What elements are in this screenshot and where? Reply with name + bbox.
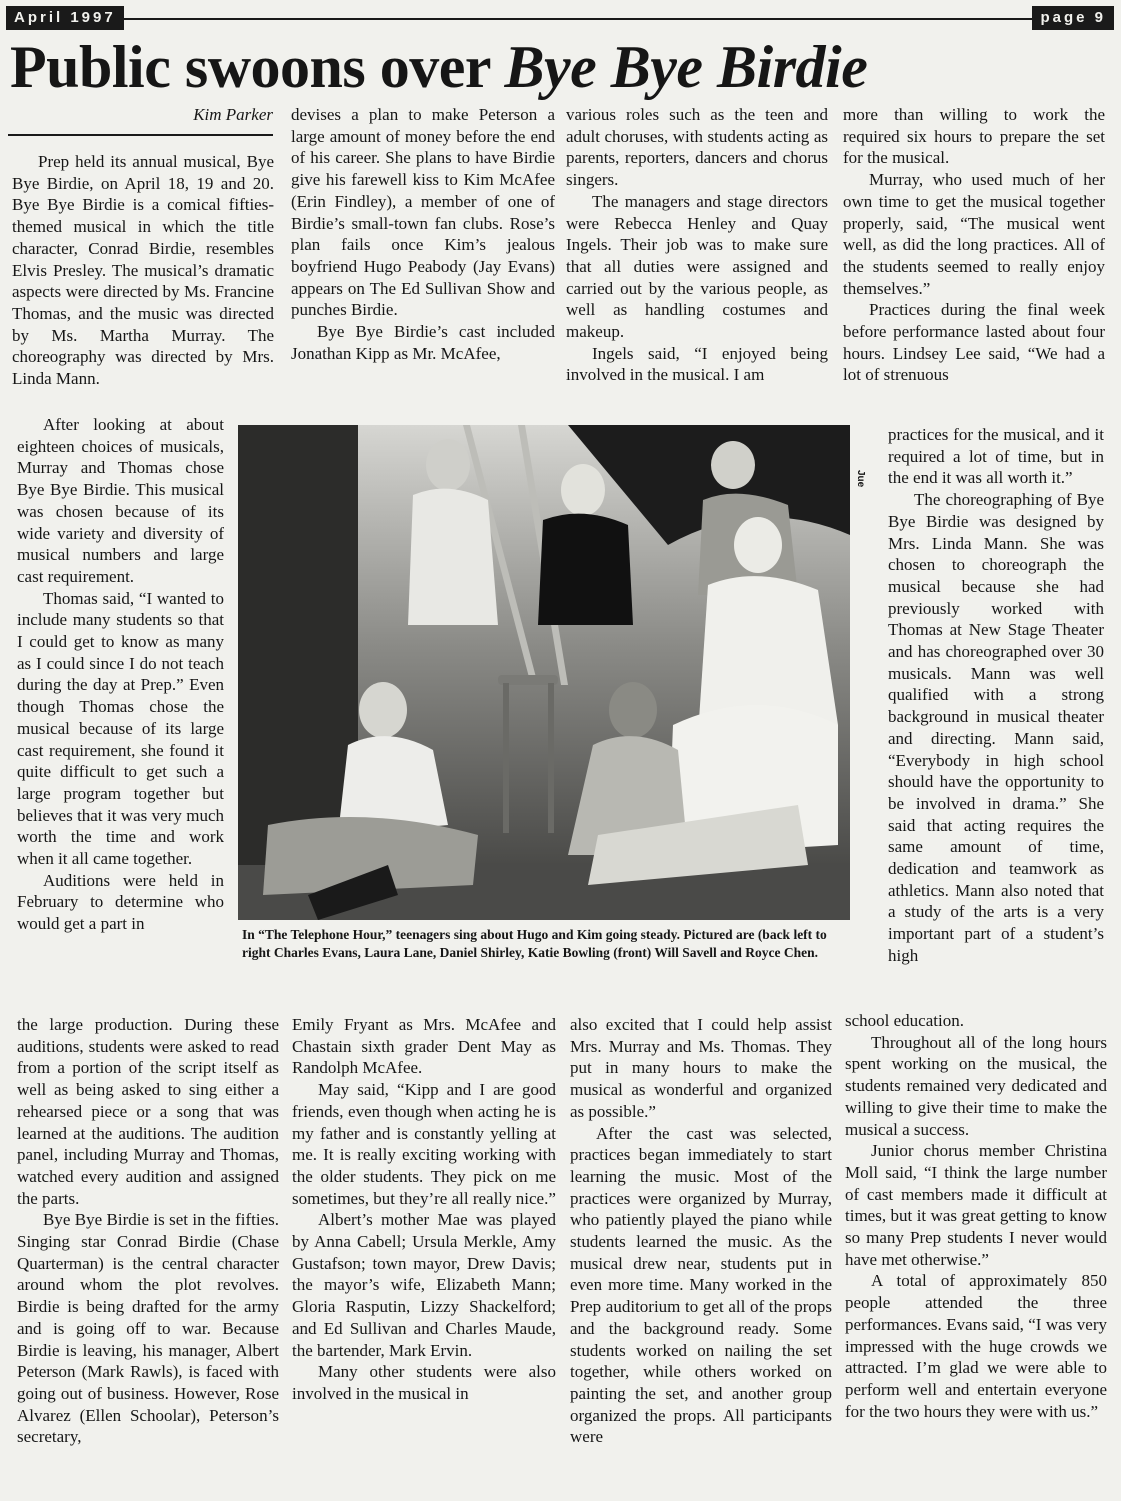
paragraph: Ingels said, “I enjoyed being involved in the musical. I am <box>566 343 828 385</box>
issue-date: April 1997 <box>6 6 124 30</box>
paragraph: The choreographing of Bye Bye Birdie was designed by Mrs. Linda Mann. She was chosen to choreograph the musical because she had previously worked with Thomas at New Stage Theater and has choreographed over 30 musicals. Mann was well qualified with a strong background in musical theater and directing. Mann said, “Everybody in high school should have the opportunity to be involved in drama.” She said that acting requires the same amount of time, dedication and teamwork as athletics. Mann also noted that a study of the arts is a very important part of a student’s high <box>888 490 1104 965</box>
column-3-top <box>566 104 828 412</box>
column-4-bottom <box>845 1010 1107 1494</box>
paragraph: Junior chorus member Christina Moll said, “I think the large number of cast members made it difficult at times, but it was great getting to know so many Prep students I never would have met otherwise.” <box>845 1141 1107 1269</box>
headline <box>10 34 1110 100</box>
paragraph: Auditions were held in February to determine who would get a part in <box>17 870 224 934</box>
paragraph: Murray, who used much of her own time to get the musical together properly, said, “The musical went well, as did the long practices. All of the students seemed to really enjoy themselves.” <box>843 170 1105 298</box>
paragraph: Thomas said, “I wanted to include many students so that I could get to know as many as I could since I do not teach during the day at Prep.” Even though Thomas chose the musical because of its large cast requirement, she found it quite difficult to get such a large program together but believes that it was very much worth the time and work when it all came together. <box>17 588 224 869</box>
column-1-top <box>12 151 274 411</box>
paragraph: A total of approximately 850 people attended the three performances. Evans said, “I was very impressed with the huge crowds we attracted. I’m glad we were able to perform well and entertain everyone for the two hours they were with us.” <box>845 1271 1107 1421</box>
column-4-narrow <box>888 424 1104 1010</box>
cast-photo <box>238 425 850 920</box>
paragraph: Throughout all of the long hours spent working on the musical, the students remained very dedicated and willing to give their time to make the musical a success. <box>845 1032 1107 1139</box>
column-1-narrow <box>17 414 224 1012</box>
cast-photo-illustration <box>238 425 850 920</box>
paragraph: also excited that I could help assist Mrs. Murray and Ms. Thomas. They put in many hours to make the musical as wonderful and organized as possible.” <box>570 1015 832 1121</box>
column-1-bottom <box>17 1014 279 1494</box>
paragraph: After looking at about eighteen choices of musicals, Murray and Thomas chose Bye Bye Birdie. This musical was chosen because of its wide variety and diversity of musical numbers and large cast requirement. <box>17 415 224 586</box>
paragraph: Albert’s mother Mae was played by Anna Cabell; Ursula Merkle, Amy Gustafson; town mayor, Drew Davis; the mayor’s wife, Elizabeth Mann; Gloria Rasputin, Lizzy Shackelford; and Ed Sullivan and Charles Maude, the bartender, Mark Ervin. <box>292 1210 556 1360</box>
byline: Kim Parker <box>193 105 273 124</box>
headline-plain: Public swoons over <box>10 34 490 100</box>
paragraph: May said, “Kipp and I are good friends, even though when acting he is my father and is constantly yelling at me. It is really exciting working with the older students. They pick on me sometimes, but they’re all really nice.” <box>292 1080 556 1208</box>
column-3-bottom <box>570 1014 832 1494</box>
paragraph: After the cast was selected, practices began immediately to start learning the music. Most of the practices were organized by Murray, who patiently played the piano while students learned the music. As the musical drew near, students put in even more time. Many worked in the Prep auditorium to get all of the props and the background ready. Some students worked on nailing the set together, while others worked on painting the set, and another group organized the props. All participants were <box>570 1123 832 1447</box>
paragraph: Practices during the final week before performance lasted about four hours. Lindsey Lee said, “We had a lot of strenuous <box>843 300 1105 385</box>
column-4-top <box>843 104 1105 422</box>
page-header <box>6 6 1114 30</box>
paragraph: school education. <box>845 1011 964 1030</box>
paragraph: more than willing to work the required six hours to prepare the set for the musical. <box>843 105 1105 168</box>
byline-rule <box>8 134 273 136</box>
paragraph: Bye Bye Birdie’s cast included Jonathan Kipp as Mr. McAfee, <box>291 322 555 363</box>
column-2-top <box>291 104 555 412</box>
paragraph: various roles such as the teen and adult choruses, with students acting as parents, reporters, dancers and chorus singers. <box>566 105 828 190</box>
paragraph: The managers and stage directors were Rebecca Henley and Quay Ingels. Their job was to make sure that all duties were assigned and carried out by the various people, as well as handling costumes and makeup. <box>566 191 828 342</box>
paragraph: Many other students were also involved in the musical in <box>292 1362 556 1403</box>
photo-caption: In “The Telephone Hour,” teenagers sing about Hugo and Kim going steady. Pictured are (back left to right Charles Evans, Laura Lane, Daniel Shirley, Katie Bowling (front) Will Savell and Royce Chen. <box>242 927 827 960</box>
header-rule <box>6 18 1114 20</box>
page-number: page 9 <box>1032 6 1114 30</box>
paragraph: Prep held its annual musical, Bye Bye Birdie, on April 18, 19 and 20. Bye Bye Birdie is a comical fifties-themed musical in which the title character, Conrad Birdie, resembles Elvis Presley. The musical’s dramatic aspects were directed by Ms. Francine Thomas, and the music was directed by Ms. Martha Murray. The choreography was directed by Mrs. Linda Mann. <box>12 152 274 389</box>
paragraph: practices for the musical, and it required a lot of time, but in the end it was all worth it.” <box>888 425 1104 488</box>
paragraph: Bye Bye Birdie is set in the fifties. Singing star Conrad Birdie (Chase Quarterman) is the central character around whom the plot revolves. Birdie is being drafted for the army and is going off to war. Because Birdie is leaving, his manager, Albert Peterson (Mark Rawls), is faced with going out of business. However, Rose Alvarez (Ellen Schoolar), Peterson’s secretary, <box>17 1210 279 1447</box>
column-2-bottom <box>292 1014 556 1494</box>
headline-italic: Bye Bye Birdie <box>504 34 868 100</box>
paragraph: the large production. During these auditions, students were asked to read from a portion of the script itself as well as being asked to sing either a rehearsed piece or a song that was learned at the auditions. The audition panel, including Murray and Thomas, watched every audition and assigned the parts. <box>17 1015 279 1208</box>
paragraph: Emily Fryant as Mrs. McAfee and Chastain sixth grader Dent May as Randolph McAfee. <box>292 1015 556 1078</box>
photo-credit: Jue <box>855 470 866 488</box>
paragraph: devises a plan to make Peterson a large amount of money before the end of his career. She plans to have Birdie give his farewell kiss to Kim McAfee (Erin Findley), a member of one of Birdie’s small-town fan clubs. Rose’s plan fails once Kim’s jealous boyfriend Hugo Peabody (Jay Evans) appears on The Ed Sullivan Show and punches Birdie. <box>291 105 555 320</box>
